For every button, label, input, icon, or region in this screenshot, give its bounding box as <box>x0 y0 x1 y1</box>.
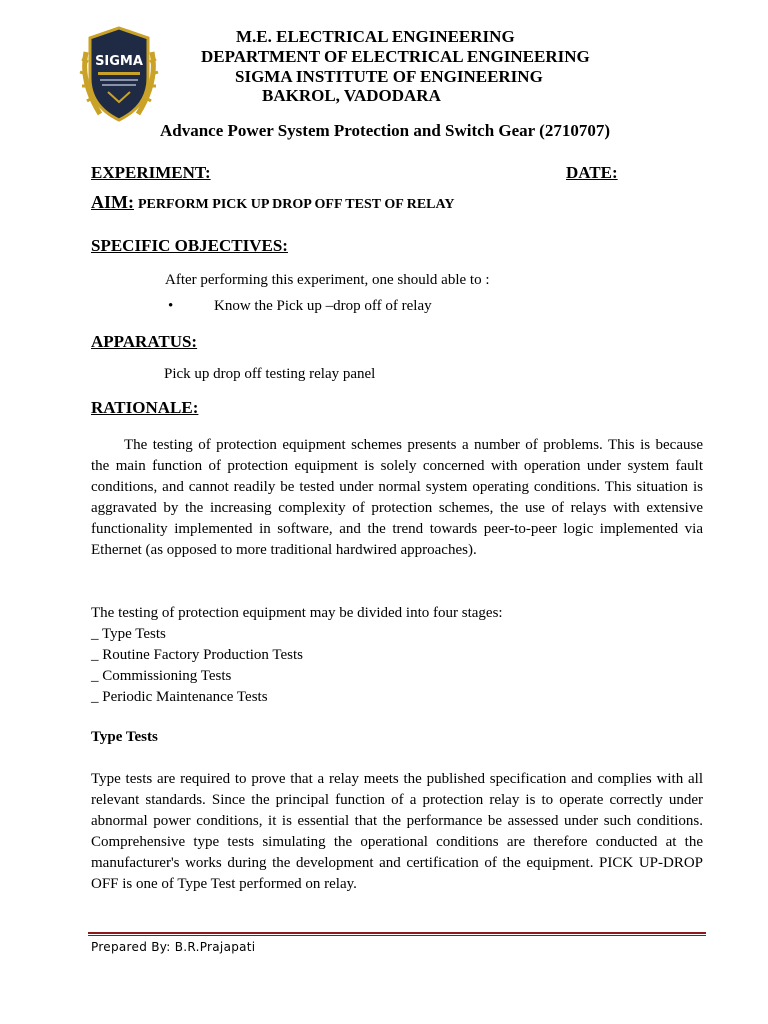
course-title: Advance Power System Protection and Switch Gear (2710707) <box>160 121 610 140</box>
stages-list <box>91 624 303 708</box>
stage-item: _ Type Tests <box>91 626 166 642</box>
objective-item <box>168 298 432 315</box>
objectives-heading: SPECIFIC OBJECTIVES: <box>91 236 288 255</box>
footer-prepared-by: Prepared By: B.R.Prajapati <box>91 940 256 954</box>
logo-text: SIGMA <box>95 54 143 69</box>
footer-rule <box>88 932 706 934</box>
type-tests-paragraph: Type tests are required to prove that a relay meets the published specification and complies with all relevant standards. Since the principal function of a protection relay is to operate correctly under abnormal power conditions, it is essential that the performance be assessed under such conditions. Comprehensive type tests simulating the operational conditions are therefore conducted at the manufacturer's works during the development and certification of the equipment. PICK UP-DROP OFF is one of Type Test performed on relay. <box>91 771 703 892</box>
footer-rule-thin <box>88 935 706 936</box>
apparatus-heading: APPARATUS: <box>91 332 198 351</box>
stage-item: _ Periodic Maintenance Tests <box>91 689 268 705</box>
header-institute: SIGMA INSTITUTE OF ENGINEERING <box>235 67 543 86</box>
stage-item: _ Routine Factory Production Tests <box>91 647 303 663</box>
bullet-icon: • <box>168 298 174 314</box>
stage-item: _ Commissioning Tests <box>91 668 232 684</box>
experiment-label: EXPERIMENT: <box>91 163 211 182</box>
header-location: BAKROL, VADODARA <box>262 86 441 105</box>
apparatus-text: Pick up drop off testing relay panel <box>164 366 376 382</box>
objectives-intro: After performing this experiment, one should able to : <box>165 272 490 288</box>
rationale-paragraph: The testing of protection equipment schemes presents a number of problems. This is because the main function of protection equipment is solely concerned with operation under system fault conditions, and cannot readily be tested under normal system operating conditions. This situation is aggravated by the increasing complexity of protection schemes, the use of relays with extensive functionality implemented in software, and the trend towards peer-to-peer logic implemented via Ethernet (as opposed to more traditional hardwired approaches). <box>91 437 703 558</box>
header-department: DEPARTMENT OF ELECTRICAL ENGINEERING <box>201 47 590 66</box>
sigma-logo <box>78 22 160 126</box>
sigma-shield-icon <box>78 22 160 126</box>
objective-text: Know the Pick up –drop off of relay <box>214 298 432 314</box>
type-tests-heading: Type Tests <box>91 729 158 745</box>
stages-intro: The testing of protection equipment may be divided into four stages: <box>91 605 503 621</box>
date-label: DATE: <box>566 163 618 182</box>
header-degree: M.E. ELECTRICAL ENGINEERING <box>236 27 515 46</box>
aim-line <box>91 192 454 213</box>
aim-label: AIM: <box>91 192 134 212</box>
rationale-heading: RATIONALE: <box>91 398 199 417</box>
aim-text: PERFORM PICK UP DROP OFF TEST OF RELAY <box>138 197 455 212</box>
